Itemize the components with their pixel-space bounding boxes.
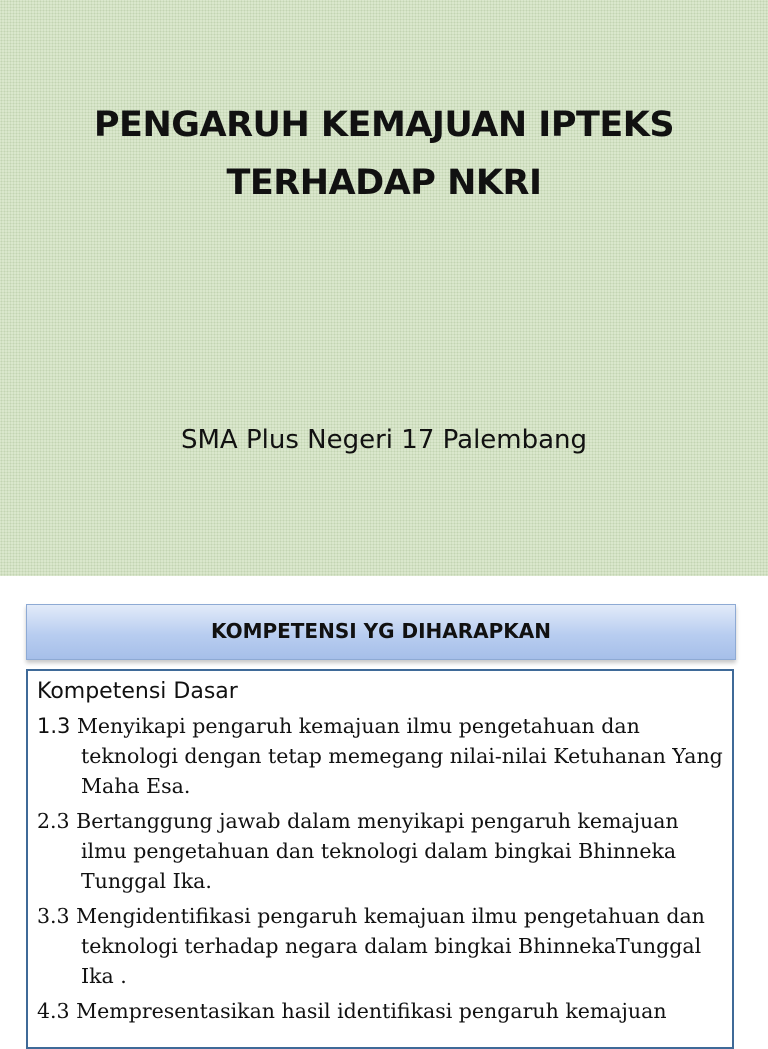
competency-text: Bertanggung jawab dalam menyikapi pengaruh kemajuan ilmu pengetahuan dan teknologi dalam bingkai Bhinneka Tunggal Ika. (76, 809, 679, 893)
competency-number: 2.3 (37, 809, 70, 833)
competency-header: KOMPETENSI YG DIHARAPKAN (26, 604, 736, 660)
competency-text: Mempresentasikan hasil identifikasi pengaruh kemajuan (76, 999, 667, 1023)
competency-text: Menyikapi pengaruh kemajuan ilmu pengetahuan dan teknologi dengan tetap memegang nilai-nilai Ketuhanan Yang Maha Esa. (76, 714, 723, 798)
slide-title (0, 96, 768, 212)
section-label: Kompetensi Dasar (37, 679, 238, 704)
competency-list (37, 711, 724, 1026)
competency-slide (0, 576, 768, 1024)
competency-item (37, 996, 724, 1026)
slide-subtitle: SMA Plus Negeri 17 Palembang (180, 425, 588, 455)
competency-number: 1.3 (37, 714, 71, 738)
competency-item (37, 711, 724, 801)
competency-item (37, 901, 724, 991)
competency-item (37, 806, 724, 896)
competency-text: Mengidentifikasi pengaruh kemajuan ilmu pengetahuan dan teknologi terhadap negara dalam bingkai BhinnekaTunggal Ika . (76, 904, 705, 988)
slide-title-line-2: TERHADAP NKRI (226, 163, 542, 203)
competency-content-box (26, 669, 734, 1049)
competency-number: 4.3 (37, 999, 70, 1023)
slide-title-line-1: PENGARUH KEMAJUAN IPTEKS (93, 105, 675, 145)
competency-number: 3.3 (37, 904, 70, 928)
